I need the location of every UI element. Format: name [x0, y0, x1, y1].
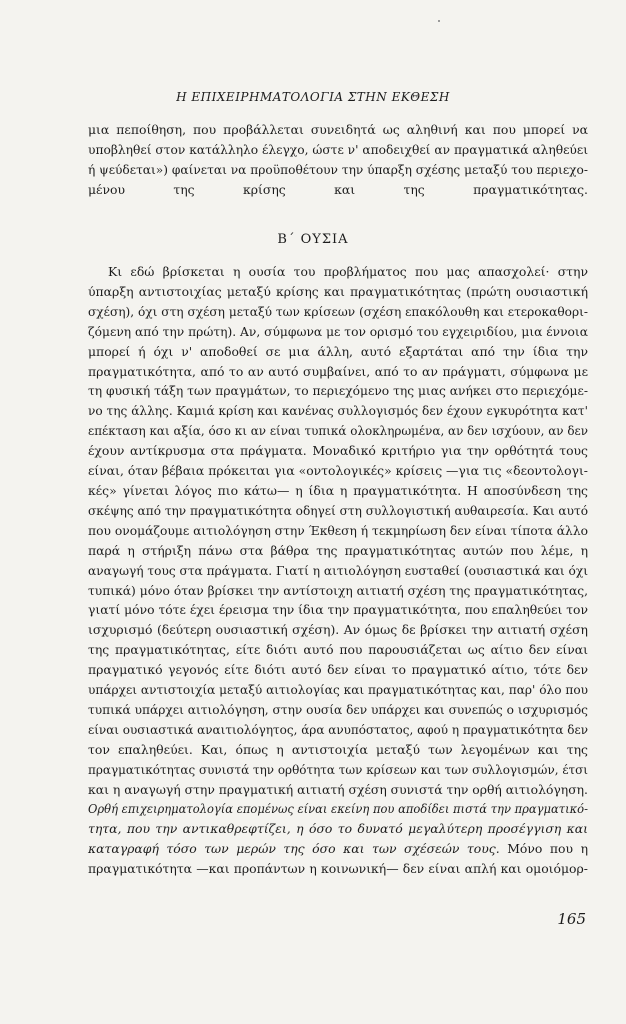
intro-paragraph [88, 120, 588, 200]
text-line: ή ψεύδεται») φαίνεται να προϋποθέτουν την ύπαρξη σχέσης μεταξύ του περιεχο- [88, 161, 588, 177]
page-number: 165 [557, 910, 586, 928]
text-line [88, 839, 588, 859]
text-line: υποβληθεί στον κατάλληλο έλεγχο, ώστε ν' αποδειχθεί αν πραγματικά αληθεύει [88, 141, 588, 157]
text-line: είναι ουσιαστικά αναιτιολόγητος, άρα ανυπόστατος, αφού η πραγματικότητα δεν [88, 721, 588, 737]
text-line: γιατί μόνο τότε έχει έρεισμα την ίδια την πραγματικότητα, που επαληθεύει τον [88, 602, 588, 618]
text-line: της πραγματικότητας, είτε διότι αυτό που παρουσιάζεται ως αίτιο δεν είναι [88, 642, 588, 658]
text-line: τυπικά) μόνο όταν βρίσκει την αντίστοιχη αιτιατή σχέση της πραγματικότητας, [88, 582, 588, 598]
text-line: πραγματικότητα —και προπάντων η κοινωνική— δεν είναι απλή και ομοιόμορ- [88, 861, 588, 877]
scan-speck [438, 20, 440, 22]
text-line: σκέψης από την πραγματικότητα οδηγεί στη συλλογιστική αυθαιρεσία. Και αυτό [88, 502, 588, 518]
text-line: τη φυσική τάξη των πραγμάτων, το περιεχόμενο της μιας ανήκει στο περιεχόμε- [88, 383, 588, 399]
text-line: μπορεί ή όχι ν' αποδοθεί σε μια άλλη, αυτό εξαρτάται από την ίδια την [88, 343, 588, 359]
body-paragraph [88, 262, 588, 879]
text-line: μένου της κρίσης και της πραγματικότητας. [88, 181, 588, 197]
text-line: και η αναγωγή στην πραγματική αιτιατή σχέση συνιστά την ορθή αιτιολόγηση. [88, 781, 588, 797]
section-heading: Β΄ ΟΥΣΙΑ [277, 232, 349, 247]
text-line: ζόμενη από την πρώτη). Αν, σύμφωνα με τον ορισμό του εγχειριδίου, μια έννοια [88, 323, 588, 339]
text-line: επέκταση και αξία, όσο κι αν είναι τυπικά ολοκληρωμένα, αν δεν ισχύουν, αν δεν [88, 423, 588, 439]
text-line: παρά η στήριξη πάνω στα βάθρα της πραγματικότητας αυτών που λέμε, η [88, 542, 588, 558]
text-line: αναγωγή τους στα πράγματα. Γιατί η αιτιολόγηση ευσταθεί (ουσιαστικά και όχι [88, 562, 588, 578]
text-line: μια πεποίθηση, που προβάλλεται συνειδητά ως αληθινή και που μπορεί να [88, 122, 588, 137]
text-line: σχέση), όχι στη σχέση μεταξύ των κρίσεων (σχέση επακόλουθη και ετεροκαθορι- [88, 303, 588, 319]
text-line: νο της άλλης. Καμιά κρίση και κανένας συλλογισμός δεν έχουν εγκυρότητα κατ' [88, 403, 588, 419]
text-line: έχουν αντίκρυσμα στα πράγματα. Μοναδικό κριτήριο για την ορθότητά τους [88, 443, 588, 459]
text-line: Ορθή επιχειρηματολογία επομένως είναι εκείνη που αποδίδει πιστά την πραγματικό- [88, 801, 588, 817]
text-line: τον επαληθεύει. Και, όπως η αντιστοιχία μεταξύ των λεγομένων και της [88, 741, 588, 757]
text-line: που ονομάζουμε αιτιολόγηση στην Έκθεση ή τεκμηρίωση δεν είναι τίποτα άλλο [88, 522, 588, 538]
text-line: υπάρχει αντιστοιχία μεταξύ αιτιολογίας και πραγματικότητας και, παρ' όλο που [88, 682, 588, 698]
text-line: τυπικά υπάρχει αιτιολόγηση, στην ουσία δεν υπάρχει και συνεπώς ο ισχυρισμός [88, 701, 588, 717]
roman-segment: Μόνο που η [499, 841, 589, 857]
text-line: κές» γίνεται λόγος πιο κάτω— η ίδια η πραγματικότητα. Η αποσύνδεση της [88, 482, 588, 498]
text-line: είναι, όταν βέβαια πρόκειται για «οντολογικές» κρίσεις —για τις «δεοντολογι- [88, 463, 588, 479]
text-line: πραγματικότητας συνιστά την ορθότητα των κρίσεων και των συλλογισμών, έτσι [88, 761, 588, 777]
text-line: πραγματικότητα, από το αν αυτό συμβαίνει, από το αν πράγματι, σύμφωνα με [88, 363, 588, 379]
running-head: Η ΕΠΙΧΕΙΡΗΜΑΤΟΛΟΓΙΑ ΣΤΗΝ ΕΚΘΕΣΗ [176, 90, 450, 104]
text-line: ύπαρξη αντιστοιχίας μεταξύ κρίσης και πραγματικότητας (πρώτη ουσιαστική [88, 283, 588, 299]
text-line: ισχυρισμό (δεύτερη ουσιαστική σχέση). Αν όμως δε βρίσκει την αιτιατή σχέση [88, 622, 588, 638]
italic-segment: καταγραφή τόσο των μερών της όσο και των σχέσεών τους. [88, 841, 500, 857]
text-line: πραγματικό γεγονός είτε διότι αυτό δεν είναι το πραγματικό αίτιο, τότε δεν [88, 662, 588, 678]
text-line: Κι εδώ βρίσκεται η ουσία του προβλήματος που μας απασχολεί· στην [108, 264, 588, 279]
text-line: τητα, που την αντικαθρεφτίζει, η όσο το δυνατό μεγαλύτερη προσέγγιση και [88, 821, 588, 837]
